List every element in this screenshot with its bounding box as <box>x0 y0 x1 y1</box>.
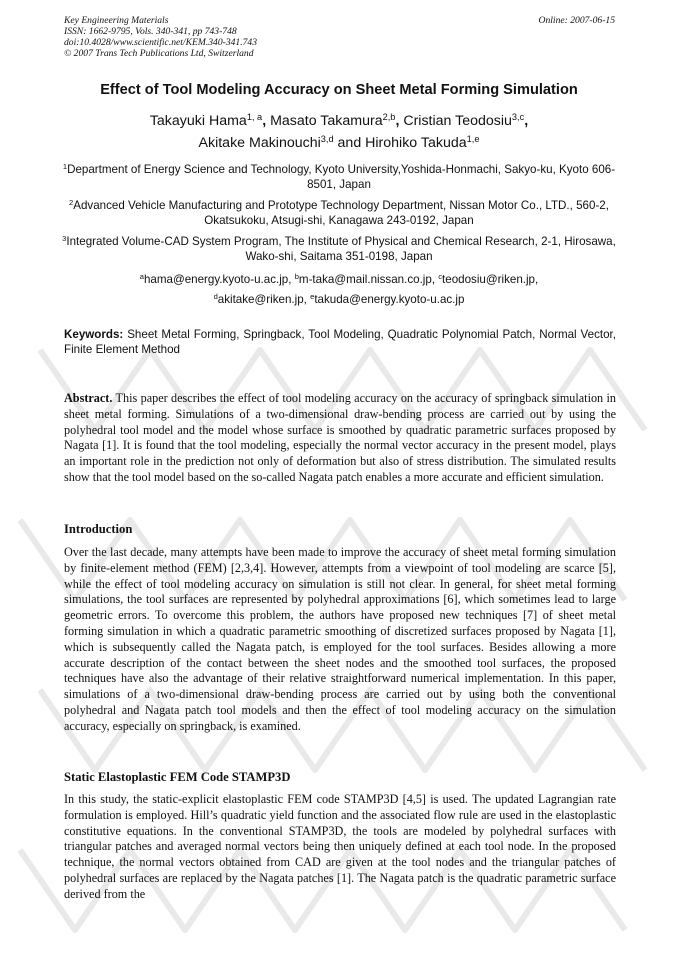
author-separator: , <box>395 113 404 129</box>
email-sup: a <box>139 271 144 281</box>
author-name: Takayuki Hama <box>149 113 247 129</box>
affiliation-text: Department of Energy Science and Technology, Kyoto University,Yoshida-Honmachi, Sakyo-ku, Kyoto 606-8501, Japan <box>67 163 616 191</box>
author-affil-sup: 3,c <box>511 111 525 122</box>
author-separator: , <box>262 113 271 129</box>
online-date: Online: 2007-06-15 <box>538 15 615 26</box>
email-separator: , <box>535 273 539 286</box>
affiliation-3 <box>60 234 618 264</box>
author-affil-sup: 3,d <box>320 133 334 144</box>
email-separator: , <box>431 273 439 286</box>
affiliation-text: Advanced Vehicle Manufacturing and Prototype Technology Department, Nissan Motor Co., LTD., 560-2, Okatsukoku, Atsugi-shi, Kanagawa 243-0192, Japan <box>73 199 609 227</box>
doi-line: doi:10.4028/www.scientific.net/KEM.340-341.743 <box>64 37 258 48</box>
email-link[interactable]: takuda@energy.kyoto-u.ac.jp <box>314 293 465 306</box>
introduction-heading: Introduction <box>64 522 133 536</box>
affiliation-number: 1 <box>62 161 68 171</box>
affiliation-number: 3 <box>62 233 67 243</box>
author-affil-sup: 2,b <box>382 111 396 122</box>
email-link[interactable]: akitake@riken.jp <box>217 293 304 306</box>
paper-title: Effect of Tool Modeling Accuracy on Sheet Metal Forming Simulation <box>100 82 578 98</box>
keywords-label: Keywords: <box>64 328 124 341</box>
introduction-text: Over the last decade, many attempts have been made to improve the accuracy of sheet metal forming simulation by finite-element method (FEM) [2,3,4]. However, attempts from a viewpoint of tool modeling are scarce [5], while the effect of tool modeling accuracy on simulation is still not clear. In general, for sheet metal forming simulations, the tool surfaces are represented by polyhedral approximations [6], which sometimes lead to large geometric errors. To overcome this problem, the authors have proposed new techniques [7] of sheet metal forming simulation in which a quadratic parametric smoothing of discretized surfaces proposed by Nagata [1], which is subsequently called the Nagata patch, is employed for the tool surfaces. Besides allowing a more accurate description of the contact between the sheet nodes and the smoothed tool surfaces, the proposed techniques have also the advantage of their relative straightforward numerical implementation. In this paper, simulations of a two-dimensional draw-bending process are carried out by using both the conventional polyhedral and Nagata patch tool models and then the effect of tool modeling accuracy on the simulation accuracy, especially on springback, is examined. <box>64 545 616 733</box>
affiliation-number: 2 <box>69 197 74 207</box>
email-sup: d <box>213 291 218 301</box>
affiliation-text: Integrated Volume-CAD System Program, The Institute of Physical and Chemical Research, 2-1, Hirosawa, Wako-shi, Saitama 351-0198, Japan <box>66 235 616 263</box>
email-link[interactable]: hama@energy.kyoto-u.ac.jp <box>143 273 289 286</box>
email-list <box>60 270 618 310</box>
author-name: Cristian Teodosiu <box>403 113 512 129</box>
author-affil-sup: 1,e <box>466 133 480 144</box>
keywords-text: Sheet Metal Forming, Springback, Tool Modeling, Quadratic Polynomial Patch, Normal Vector, Finite Element Method <box>64 328 616 356</box>
email-sup: c <box>438 271 443 281</box>
email-link[interactable]: m-taka@mail.nissan.co.jp <box>298 273 432 286</box>
affiliation-2 <box>60 198 618 228</box>
author-conjunction: and <box>333 135 366 151</box>
affiliation-1 <box>60 162 618 192</box>
author-affil-sup: 1, a <box>246 111 263 122</box>
email-link[interactable]: teodosiu@riken.jp <box>442 273 536 286</box>
email-sup: b <box>294 271 299 281</box>
keywords <box>64 327 616 357</box>
author-list <box>40 110 638 154</box>
abstract-text: This paper describes the effect of tool modeling accuracy on the accuracy of springback simulation in sheet metal forming. Simulations of a two-dimensional draw-bending process are carried out by using the polyhedral tool model and the model whose surface is smoothed by quadratic parametric surfaces proposed by Nagata [1]. It is found that the tool modeling, especially the normal vector accuracy in the present model, plays an important role in the prediction not only of deformation but also of stress distribution. The simulated results show that the tool model based on the so-called Nagata patch enables a more accurate and efficient simulation. <box>64 391 616 484</box>
issn-line: ISSN: 1662-9795, Vols. 340-341, pp 743-748 <box>64 26 237 37</box>
abstract <box>64 391 616 486</box>
author-name: Masato Takamura <box>270 113 383 129</box>
journal-name: Key Engineering Materials <box>64 15 169 26</box>
author-name: Akitake Makinouchi <box>198 135 321 151</box>
email-separator: , <box>288 273 295 286</box>
copyright-line: © 2007 Trans Tech Publications Ltd, Switzerland <box>64 48 254 59</box>
journal-header <box>64 15 257 59</box>
email-separator: , <box>303 293 311 306</box>
email-sup: e <box>310 291 315 301</box>
section-heading-stamp3d: Static Elastoplastic FEM Code STAMP3D <box>64 770 291 784</box>
section-text-stamp3d: In this study, the static-explicit elastoplastic FEM code STAMP3D [4,5] is used. The updated Lagrangian rate formulation is employed. Hill’s quadratic yield function and the associated flow rule are used in the elastoplastic constitutive equations. In the conventional STAMP3D, the tools are modeled by polyhedral surfaces with triangular patches and averaged normal vectors being then uniquely defined at each tool node. In the proposed technique, the normal vectors obtained from CAD are given at the tool nodes and the triangular patches of polyhedral surfaces are replaced by the Nagata patches [1]. The Nagata patch is the quadratic parametric surface derived from the <box>64 792 616 901</box>
author-name: Hirohiko Takuda <box>365 135 467 151</box>
abstract-label: Abstract. <box>64 391 113 405</box>
author-separator: , <box>524 113 529 129</box>
